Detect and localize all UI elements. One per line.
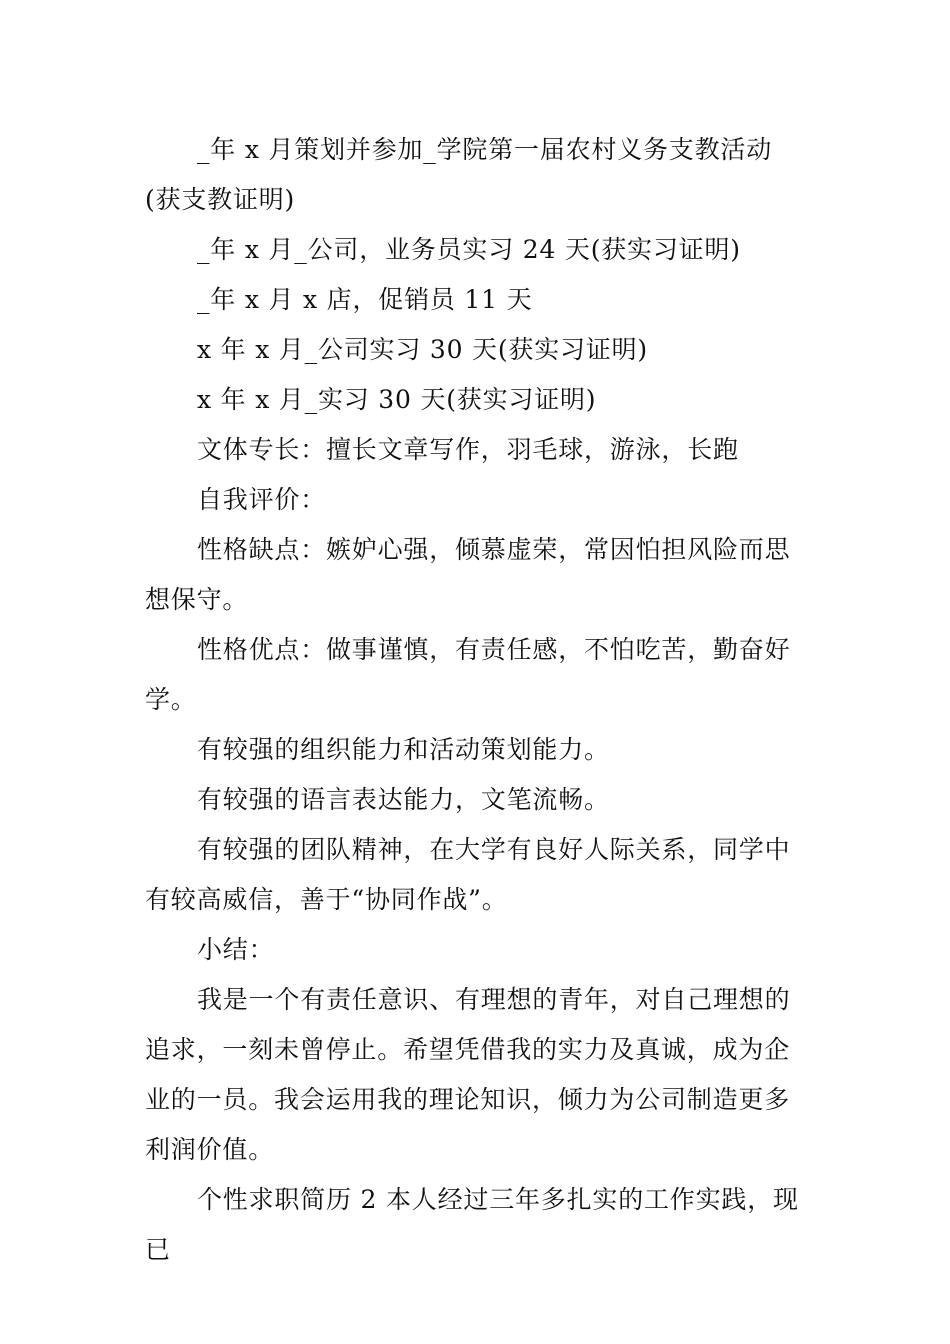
paragraph-weaknesses: 性格缺点：嫉妒心强，倾慕虚荣，常因怕担风险而思想保守。 <box>145 535 791 614</box>
paragraph-resume-2: 个性求职简历 2 本人经过三年多扎实的工作实践，现已 <box>145 1185 799 1264</box>
paragraph-organization-ability: 有较强的组织能力和活动策划能力。 <box>197 735 610 764</box>
heading-self-evaluation: 自我评价： <box>197 485 327 514</box>
paragraph-team-spirit: 有较强的团队精神，在大学有良好人际关系，同学中有较高威信，善于“协同作战”。 <box>145 835 791 914</box>
paragraph-expression-ability: 有较强的语言表达能力，文笔流畅。 <box>197 785 610 814</box>
paragraph-teaching-activity: _年 x 月策划并参加_学院第一届农村义务支教活动(获支教证明) <box>145 135 772 214</box>
paragraph-store-promoter: _年 x 月 x 店，促销员 11 天 <box>197 285 533 314</box>
paragraph-internship: x 年 x 月_实习 30 天(获实习证明) <box>197 385 597 414</box>
paragraph-strengths: 性格优点：做事谨慎，有责任感，不怕吃苦，勤奋好学。 <box>145 635 791 714</box>
paragraph-company-internship: x 年 x 月_公司实习 30 天(获实习证明) <box>197 335 648 364</box>
heading-summary: 小结： <box>197 935 275 964</box>
paragraph-hobbies: 文体专长：擅长文章写作，羽毛球，游泳，长跑 <box>197 435 739 464</box>
document-body <box>145 125 807 1275</box>
paragraph-summary: 我是一个有责任意识、有理想的青年，对自己理想的追求，一刻未曾停止。希望凭借我的实力及真诚，成为企业的一员。我会运用我的理论知识，倾力为公司制造更多利润价值。 <box>145 985 791 1164</box>
paragraph-salesman-internship: _年 x 月_公司，业务员实习 24 天(获实习证明) <box>197 235 741 264</box>
